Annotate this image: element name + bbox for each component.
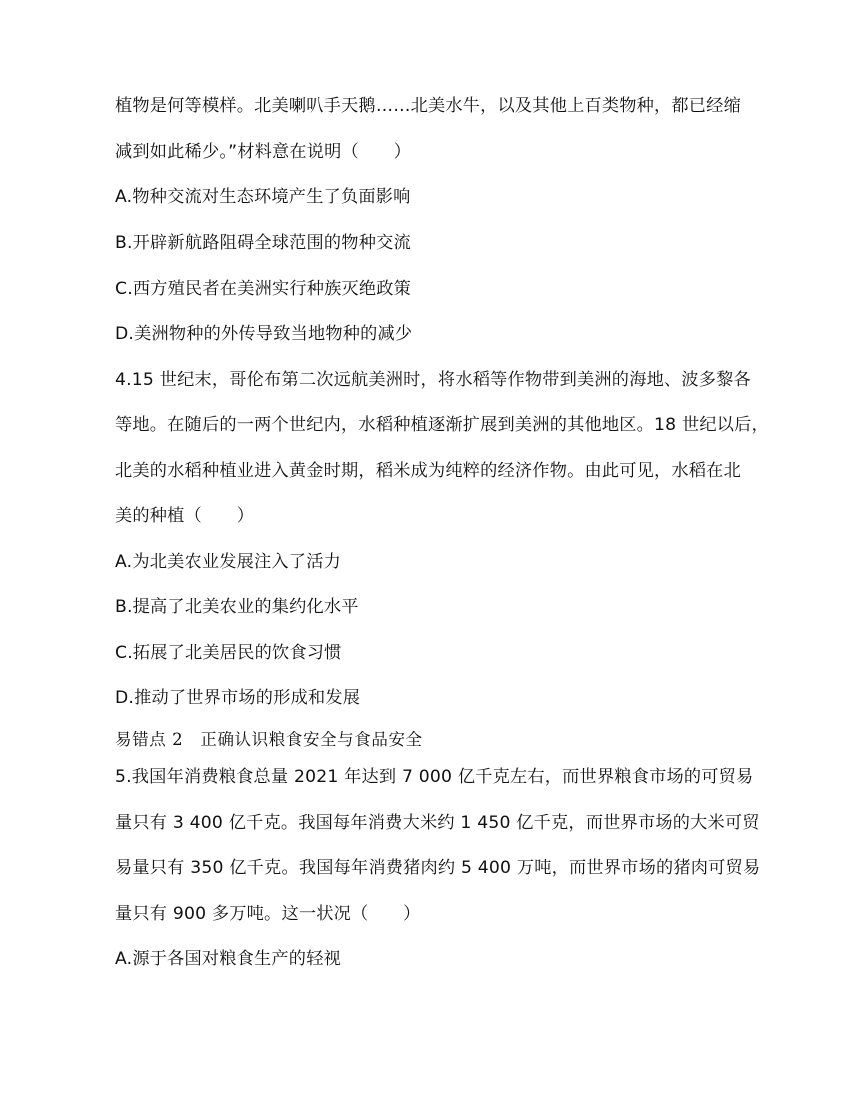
question-4-text-line-1: 4.15 世纪末，哥伦布第二次远航美洲时，将水稻等作物带到美洲的海地、波多黎各	[115, 370, 751, 390]
question-3-option-d: D.美洲物种的外传导致当地物种的减少	[115, 324, 413, 344]
question-4-option-b: B.提高了北美农业的集约化水平	[115, 597, 359, 617]
question-4-text-line-4: 美的种植（ ）	[115, 506, 255, 526]
question-3-text-line-1: 植物是何等模样。北美喇叭手天鹅……北美水牛，以及其他上百类物种，都已经缩	[115, 96, 741, 116]
question-3-text-line-2: 减到如此稀少。”材料意在说明（ ）	[115, 142, 412, 162]
section-heading: 易错点 2 正确认识粮食安全与食品安全	[115, 730, 423, 749]
question-4-option-d: D.推动了世界市场的形成和发展	[115, 688, 361, 708]
question-5-text-line-4: 量只有 900 多万吨。这一状况（ ）	[115, 904, 421, 924]
question-3-option-b: B.开辟新航路阻碍全球范围的物种交流	[115, 233, 411, 253]
question-5-text-line-1: 5.我国年消费粮食总量 2021 年达到 7 000 亿千克左右，而世界粮食市场的可贸易	[115, 767, 754, 787]
question-4-text-line-3: 北美的水稻种植业进入黄金时期，稻米成为纯粹的经济作物。由此可见，水稻在北	[115, 461, 741, 481]
question-5-text-line-2: 量只有 3 400 亿千克。我国每年消费大米约 1 450 亿千克，而世界市场的大米可贸	[115, 813, 760, 833]
question-4-text-line-2: 等地。在随后的一两个世纪内，水稻种植逐渐扩展到美洲的其他地区。18 世纪以后，	[115, 415, 769, 435]
question-3-option-a: A.物种交流对生态环境产生了负面影响	[115, 187, 411, 207]
question-3-option-c: C.西方殖民者在美洲实行种族灭绝政策	[115, 279, 412, 299]
question-5-text-line-3: 易量只有 350 亿千克。我国每年消费猪肉约 5 400 万吨，而世界市场的猪肉可贸易	[115, 858, 761, 878]
question-5-option-a: A.源于各国对粮食生产的轻视	[115, 949, 341, 969]
question-4-option-c: C.拓展了北美居民的饮食习惯	[115, 643, 342, 663]
question-4-option-a: A.为北美农业发展注入了活力	[115, 552, 341, 572]
